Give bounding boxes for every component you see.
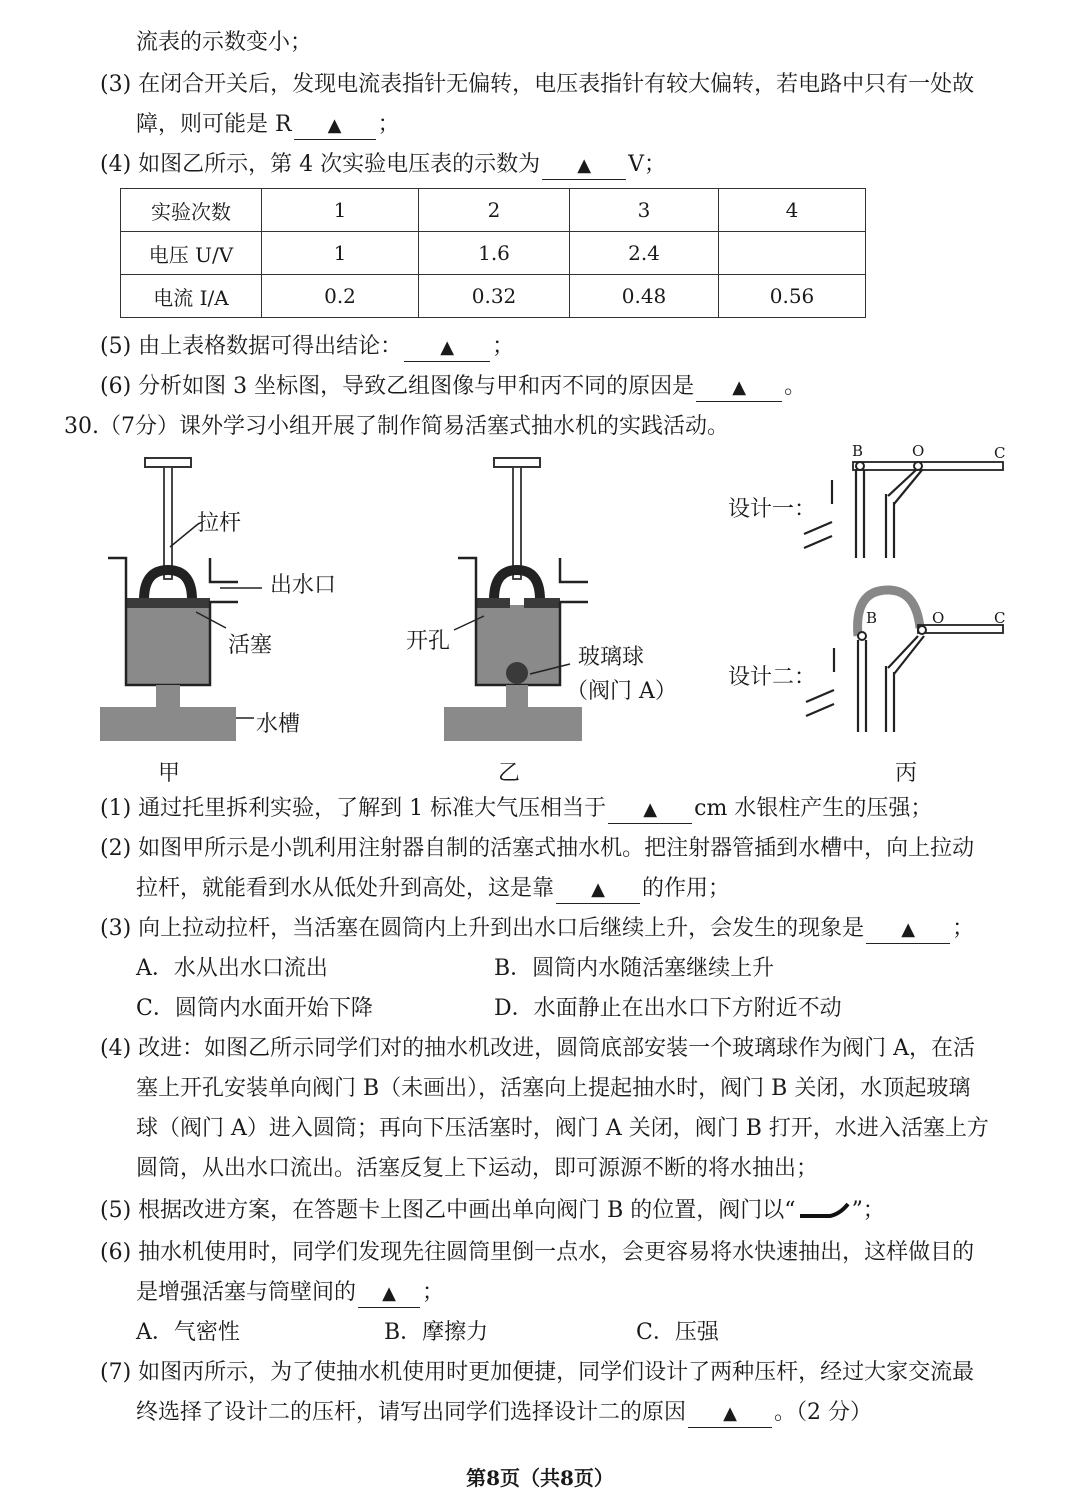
rod	[164, 467, 172, 579]
table-cell: 1.6	[419, 232, 570, 275]
answer-blank[interactable]: ▲	[696, 374, 782, 402]
answer-blank[interactable]: ▲	[294, 112, 376, 140]
table-cell: 电压 U/V	[121, 232, 262, 275]
option-a[interactable]: A．水从出水口流出	[136, 956, 328, 981]
table-cell: 1	[262, 189, 419, 232]
label-c-2: C	[994, 609, 1006, 627]
pipe	[506, 685, 528, 707]
label-o-1: O	[912, 442, 925, 460]
label-c-1: C	[994, 444, 1006, 462]
table-cell[interactable]	[719, 232, 866, 275]
label-lagan: 拉杆	[197, 511, 242, 536]
table-cell: 实验次数	[121, 189, 262, 232]
outlet-upper	[210, 558, 238, 582]
question-6: (6) 分析如图 3 坐标图，导致乙组图像与甲和丙不同的原因是 ▲ 。	[100, 372, 806, 402]
label-famen-a: （阀门 A）	[566, 679, 677, 704]
answer-blank[interactable]: ▲	[358, 1280, 420, 1308]
q30-part-6-cont: 是增强活塞与筒壁间的 ▲ ；	[136, 1278, 444, 1308]
table-cell: 1	[262, 232, 419, 275]
answer-blank[interactable]: ▲	[556, 876, 640, 904]
caption-jia: 甲	[158, 761, 181, 786]
answer-blank[interactable]: ▲	[404, 334, 490, 362]
label-b-2: B	[866, 609, 878, 627]
question-3-cont: 障，则可能是 R ▲ ；	[136, 110, 400, 140]
label-o-2: O	[932, 609, 945, 627]
table-cell: 0.56	[719, 275, 866, 318]
table-row	[121, 189, 866, 232]
table-cell: 2	[419, 189, 570, 232]
table-row	[121, 232, 866, 275]
table-row	[121, 275, 866, 318]
handle	[494, 458, 540, 467]
water-in-cylinder	[126, 605, 210, 685]
q30-part-4-cont: 圆筒，从出水口流出。活塞反复上下运动，即可源源不断的将水抽出；	[136, 1156, 819, 1181]
figure-yi	[420, 452, 600, 752]
q30-part-6: (6) 抽水机使用时，同学们发现先往圆筒里倒一点水，会更容易将水快速抽出，这样做目的	[100, 1240, 975, 1265]
question-4: (4) 如图乙所示，第 4 次实验电压表的示数为 ▲ V；	[100, 150, 666, 180]
q30-part-4: (4) 改进：如图乙所示同学们对的抽水机改进，圆筒底部安装一个玻璃球作为阀门 A，在活	[100, 1036, 976, 1061]
answer-blank[interactable]: ▲	[688, 1400, 772, 1428]
table-cell: 0.48	[570, 275, 719, 318]
option-d[interactable]: D．水面静止在出水口下方附近不动	[494, 996, 842, 1021]
water-tank	[100, 707, 236, 741]
option-c[interactable]: C．圆筒内水面开始下降	[136, 996, 373, 1021]
label-huosai: 活塞	[228, 633, 273, 658]
valve-symbol-icon	[796, 1200, 852, 1222]
q30-part-2: (2) 如图甲所示是小凯利用注射器自制的活塞式抽水机。把注射器管插到水槽中，向上拉动	[100, 836, 975, 861]
q30-part-3: (3) 向上拉动拉杆，当活塞在圆筒内上升到出水口后继续上升，会发生的现象是 ▲ ；	[100, 914, 974, 944]
piston	[126, 598, 210, 608]
piston-left	[476, 598, 510, 608]
lever-1	[853, 462, 1003, 470]
q30-part-7: (7) 如图丙所示，为了使抽水机使用时更加便捷，同学们设计了两种压杆，经过大家交流最	[100, 1360, 975, 1385]
text-line: 流表的示数变小；	[136, 30, 313, 55]
piston-right	[524, 598, 560, 608]
option-c[interactable]: C．压强	[636, 1320, 719, 1345]
caption-yi: 乙	[498, 761, 521, 786]
table-cell: 4	[719, 189, 866, 232]
table-cell: 电流 I/A	[121, 275, 262, 318]
option-b[interactable]: B．圆筒内水随活塞继续上升	[494, 956, 775, 981]
answer-blank[interactable]: ▲	[866, 916, 950, 944]
outlet-upper	[560, 558, 588, 582]
q30-part-7-cont: 终选择了设计二的压杆，请写出同学们选择设计二的原因 ▲ 。（2 分）	[136, 1398, 872, 1428]
answer-blank[interactable]: ▲	[542, 152, 626, 180]
question-3: (3) 在闭合开关后，发现电流表指针无偏转，电压表指针有较大偏转，若电路中只有一处故	[100, 72, 975, 97]
caption-bing: 丙	[895, 761, 918, 786]
table-cell: 0.2	[262, 275, 419, 318]
table-cell: 0.32	[419, 275, 570, 318]
q30-part-2-cont: 拉杆，就能看到水从低处升到高处，这是靠 ▲ 的作用；	[136, 874, 730, 904]
question-5: (5) 由上表格数据可得出结论： ▲ ；	[100, 332, 514, 362]
handle	[145, 458, 191, 467]
table-cell: 2.4	[570, 232, 719, 275]
lever-2	[918, 625, 1003, 633]
page-footer: 第8页（共8页）	[466, 1466, 614, 1490]
figure-bing	[798, 440, 1010, 750]
table-cell: 3	[570, 189, 719, 232]
label-kaikong: 开孔	[406, 629, 451, 654]
pipe	[156, 685, 180, 707]
option-a[interactable]: A．气密性	[136, 1320, 240, 1345]
q30-part-1: (1) 通过托里拆利实验，了解到 1 标准大气压相当于 ▲ cm 水银柱产生的压强；	[100, 794, 932, 824]
water-tank	[444, 707, 582, 741]
label-design-2: 设计二：	[728, 665, 817, 690]
question-30-title: 30.（7分）课外学习小组开展了制作简易活塞式抽水机的实践活动。	[64, 414, 729, 439]
label-design-1: 设计一：	[728, 497, 817, 522]
label-b-1: B	[852, 442, 864, 460]
glass-ball	[506, 662, 528, 684]
label-chushuikou: 出水口	[270, 573, 337, 598]
rod	[513, 467, 521, 579]
data-table	[120, 188, 866, 318]
option-b[interactable]: B．摩擦力	[384, 1320, 489, 1345]
label-boliqiu: 玻璃球	[578, 645, 645, 670]
label-shuicao: 水槽	[256, 712, 301, 737]
q30-part-4-cont: 球（阀门 A）进入圆筒；再向下压活塞时，阀门 A 关闭，阀门 B 打开，水进入活塞上方	[136, 1116, 989, 1141]
answer-blank[interactable]: ▲	[608, 796, 692, 824]
q30-part-5: (5) 根据改进方案，在答题卡上图乙中画出单向阀门 B 的位置，阀门以“ ”；	[100, 1198, 885, 1223]
q30-part-4-cont: 塞上开孔安装单向阀门 B（未画出），活塞向上提起抽水时，阀门 B 关闭，水顶起玻璃	[136, 1076, 971, 1101]
rod-bracket	[494, 570, 540, 600]
rod-bracket	[144, 570, 192, 600]
